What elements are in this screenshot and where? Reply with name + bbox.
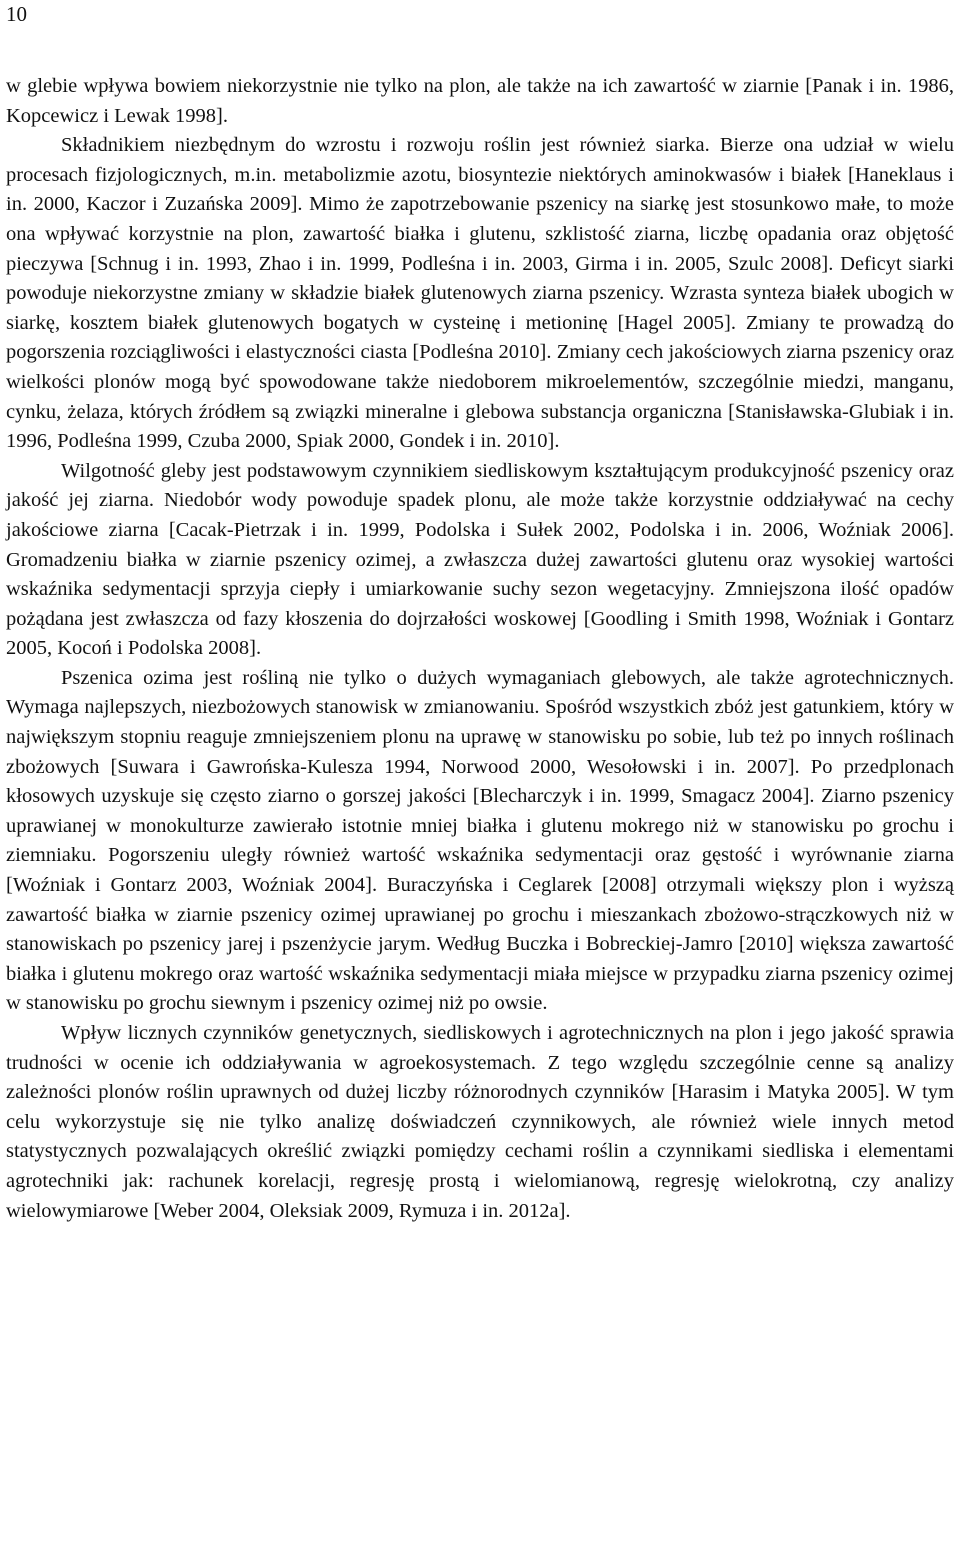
paragraph-sulfur: Składnikiem niezbędnym do wzrostu i rozwoju roślin jest również siarka. Bierze ona udział w wielu procesach fizjologicznych, m.in. metabolizmie azotu, biosyntezie niektórych aminokwasów i białek [Haneklaus i in. 2000, Kaczor i Zuzańska 2009]. Mimo że zapotrzebowanie pszenicy na siarkę jest stosunkowo małe, to może ona wpływać korzystnie na plon, zawartość białka i glutenu, szklistość ziarna, liczbę opadania oraz objętość pieczywa [Schnug i in. 1993, Zhao i in. 1999, Podleśna i in. 2003, Girma i in. 2005, Szulc 2008]. Deficyt siarki powoduje niekorzystne zmiany w składzie białek glutenowych ziarna pszenicy. Wzrasta synteza białek ubogich w siarkę, kosztem białek glutenowych bogatych w cysteinę i metioninę [Hagel 2005]. Zmiany te prowadzą do pogorszenia rozciągliwości i elastyczności ciasta [Podleśna 2010]. Zmiany cech jakościowych ziarna pszenicy oraz wielkości plonów mogą być spowodowane także niedoborem mikroelementów, szczególnie miedzi, manganu, cynku, żelaza, których źródłem są związki mineralne i glebowa substancja organiczna [Stanisławska-Glubiak i in. 1996, Podleśna 1999, Czuba 2000, Spiak 2000, Gondek i in. 2010].: [6, 134, 954, 453]
body-text: [6, 72, 954, 1226]
page-number: 10: [6, 2, 27, 26]
paragraph-soil-moisture: Wilgotność gleby jest podstawowym czynnikiem siedliskowym kształtującym produkcyjność pszenicy oraz jakość jej ziarna. Niedobór wody powoduje spadek plonu, ale może także korzystnie oddziaływać na cechy jakościowe ziarna [Cacak-Pietrzak i in. 1999, Podolska i Sułek 2002, Podolska i in. 2006, Woźniak 2006]. Gromadzeniu białka w ziarnie pszenicy ozimej, a zwłaszcza dużej zawartości glutenu oraz wysokiej wartości wskaźnika sedymentacji sprzyja ciepły i umiarkowanie suchy sezon wegetacyjny. Zmniejszona ilość opadów pożądana jest zwłaszcza od fazy kłoszenia do dojrzałości woskowej [Goodling i Smith 1998, Woźniak i Gontarz 2005, Kocoń i Podolska 2008].: [6, 459, 954, 660]
paragraph-statistical-methods: Wpływ licznych czynników genetycznych, siedliskowych i agrotechnicznych na plon i jego jakość sprawia trudności w ocenie ich oddziaływania w agroekosystemach. Z tego względu szczególnie cenne są analizy zależności plonów roślin uprawnych od dużej liczby różnorodnych czynników [Harasim i Matyka 2005]. W tym celu wykorzystuje się nie tylko analizę doświadczeń czynnikowych, ale również wiele innych metod statystycznych pozwalających określić związki pomiędzy cechami roślin a czynnikami siedliska i elementami agrotechniki jak: rachunek korelacji, regresję prostą i wielomianową, regresję wielokrotną, czy analizy wielowymiarowe [Weber 2004, Oleksiak 2009, Rymuza i in. 2012a].: [6, 1022, 954, 1222]
paragraph-crop-rotation: Pszenica ozima jest rośliną nie tylko o dużych wymaganiach glebowych, ale także agrotechnicznych. Wymaga najlepszych, niezbożowych stanowisk w zmianowaniu. Spośród wszystkich zbóż jest gatunkiem, który w największym stopniu reaguje zmniejszeniem plonu na uprawę w stanowisku po sobie, lub też po innych roślinach zbożowych [Suwara i Gawrońska-Kulesza 1994, Norwood 2000, Wesołowski i in. 2007]. Po przedplonach kłosowych uzyskuje się często ziarno o gorszej jakości [Blecharczyk i in. 1999, Smagacz 2004]. Ziarno pszenicy uprawianej w monokulturze zawierało istotnie mniej białka i glutenu mokrego niż w stanowisku po grochu i ziemniaku. Pogorszeniu uległy również wartość wskaźnika sedymentacji oraz gęstość i wyrównanie ziarna [Woźniak i Gontarz 2003, Woźniak 2004]. Buraczyńska i Ceglarek [2008] otrzymali większy plon i wyższą zawartość białka w ziarnie pszenicy ozimej uprawianej po grochu i mieszankach zbożowo-strączkowych niż w stanowiskach po pszenicy jarej i pszenżycie jarym. Według Buczka i Bobreckiej-Jamro [2010] większa zawartość białka i glutenu mokrego oraz wartość wskaźnika sedymentacji miała miejsce w przypadku ziarna pszenicy ozimej w stanowisku po grochu siewnym i pszenicy ozimej niż po owsie.: [6, 666, 954, 1015]
paragraph-continuation: w glebie wpływa bowiem niekorzystnie nie tylko na plon, ale także na ich zawartość w ziarnie [Panak i in. 1986, Kopcewicz i Lewak 1998].: [6, 75, 954, 127]
